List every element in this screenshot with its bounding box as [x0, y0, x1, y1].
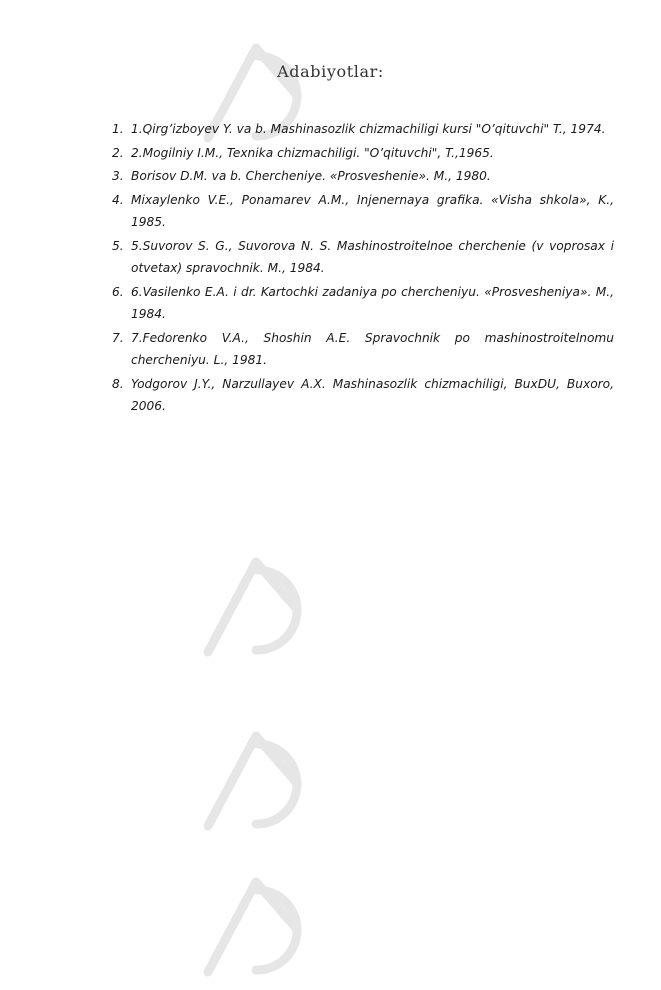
reference-text: 7.Fedorenko V.A., Shoshin A.E. Spravochnik po mashinostroitelnomu chercheniyu. L., 1981.	[131, 330, 614, 367]
reference-text: Mixaylenko V.E., Ponamarev A.M., Injenernaya grafika. «Visha shkola», K., 1985.	[131, 192, 614, 229]
reference-number: 6.	[112, 284, 124, 299]
reference-text: Yodgorov J.Y., Narzullayev A.X. Mashinasozlik chizmachiligi, BuxDU, Buxoro, 2006.	[131, 376, 614, 413]
watermark-logo-middle	[196, 550, 346, 670]
list-item	[112, 189, 614, 234]
list-item	[112, 235, 614, 280]
reference-text: 6.Vasilenko E.A. i dr. Kartochki zadaniya po chercheniyu. «Prosvesheniya». M., 1984.	[131, 284, 614, 321]
list-item	[112, 118, 614, 141]
reference-number: 1.	[112, 122, 124, 136]
reference-list	[112, 118, 614, 419]
reference-number: 2.	[112, 145, 124, 160]
watermark-shape	[196, 550, 346, 670]
watermark-shape	[196, 870, 346, 990]
reference-text: 5.Suvorov S. G., Suvorova N. S. Mashinostroitelnoe cherchenie (v voprosax i otvetax) spravochnik. M., 1984.	[131, 238, 614, 275]
watermark-logo-bottom	[196, 870, 346, 990]
list-item	[112, 327, 614, 372]
reference-number: 5.	[112, 238, 124, 253]
watermark-shape	[196, 724, 346, 844]
watermark-logo-lower	[196, 724, 346, 844]
reference-number: 7.	[112, 330, 124, 345]
list-item	[112, 373, 614, 418]
reference-text: Borisov D.M. va b. Chercheniye. «Prosveshenie». M., 1980.	[131, 169, 491, 183]
reference-number: 3.	[112, 169, 124, 183]
reference-number: 8.	[112, 376, 124, 391]
list-item	[112, 142, 614, 165]
reference-text: 2.Mogilniy I.M., Texnika chizmachiligi. "O’qituvchi", T.,1965.	[131, 145, 494, 160]
list-item	[112, 165, 614, 188]
reference-text: 1.Qirg’izboyev Y. va b. Mashinasozlik chizmachiligi kursi "O’qituvchi" T., 1974.	[131, 122, 606, 136]
page-title: Adabiyotlar:	[277, 62, 384, 81]
reference-number: 4.	[112, 192, 124, 207]
list-item	[112, 281, 614, 326]
